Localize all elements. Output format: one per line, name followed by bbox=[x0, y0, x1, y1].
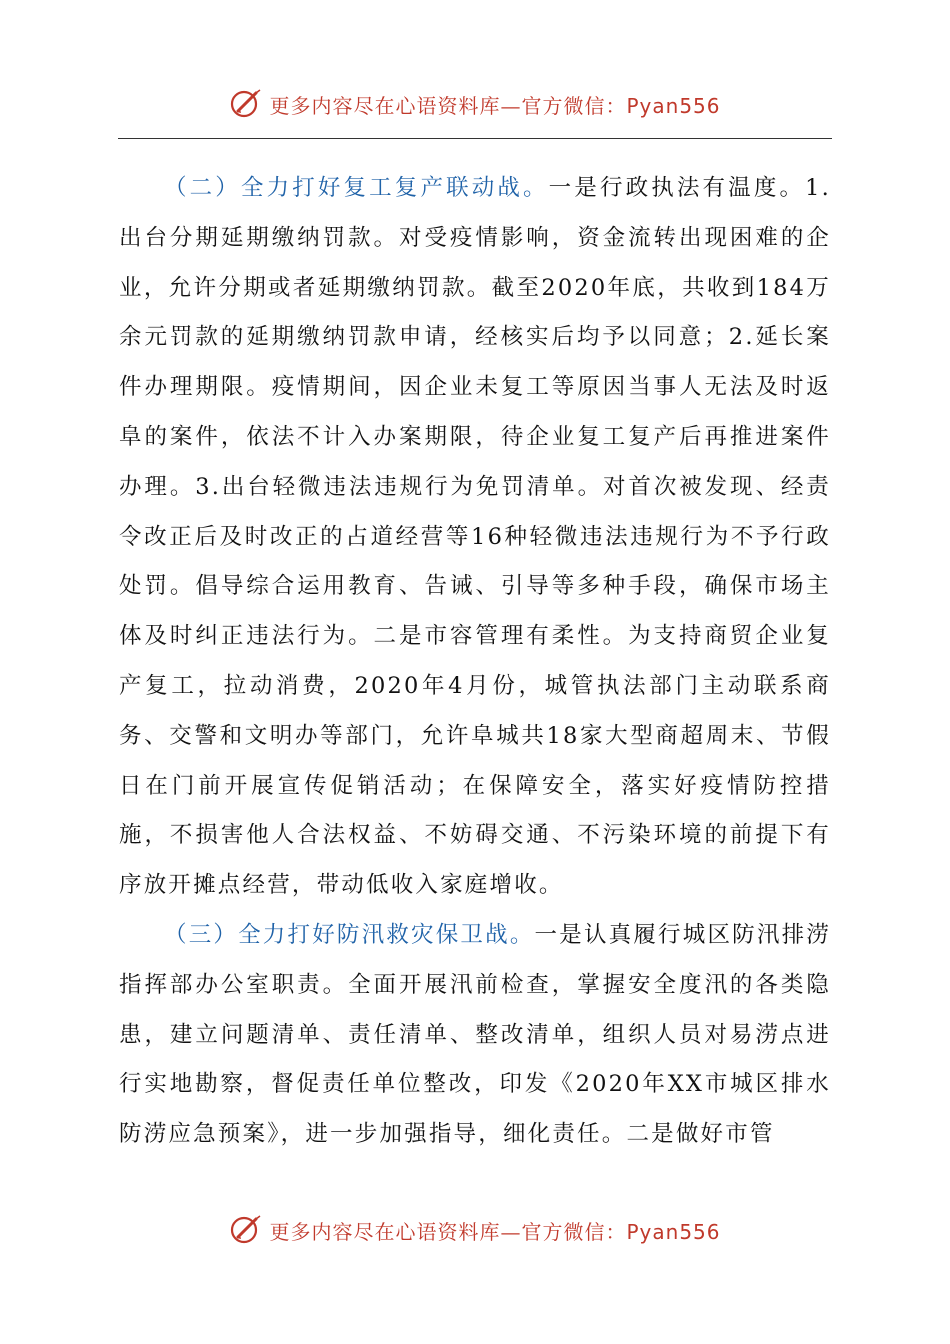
paragraph-text: 一是行政执法有温度。1.出台分期延期缴纳罚款。对受疫情影响，资金流转出现困难的企业，允许分期或者延期缴纳罚款。截至2020年底，共收到184万余元罚款的延期缴纳罚款申请，经核实后均予以同意；2.延长案件办理期限。疫情期间，因企业未复工等原因当事人无法及时返阜的案件，依法不计入办案期限，待企业复工复产后再推进案件办理。3.出台轻微违法违规行为免罚清单。对首次被发现、经责令改正后及时改正的占道经营等16种轻微违法违规行为不予行政处罚。倡导综合运用教育、告诫、引导等多种手段，确保市场主体及时纠正违法行为。二是市容管理有柔性。为支持商贸企业复产复工，拉动消费，2020年4月份，城管执法部门主动联系商务、交警和文明办等部门，允许阜城共18家大型商超周末、节假日在门前开展宣传促销活动；在保障安全，落实好疫情防控措施，不损害他人合法权益、不妨碍交通、不污染环境的前提下有序放开摊点经营，带动低收入家庭增收。 bbox=[119, 175, 831, 899]
pen-logo-icon bbox=[229, 1213, 263, 1247]
header-divider bbox=[118, 138, 832, 139]
paragraph bbox=[119, 164, 831, 911]
banner-text: 更多内容尽在心语资料库—官方微信： bbox=[269, 1219, 627, 1244]
banner-text: 更多内容尽在心语资料库—官方微信： bbox=[269, 93, 627, 118]
header-banner bbox=[0, 84, 950, 124]
paragraph-text: 一是认真履行城区防汛排涝指挥部办公室职责。全面开展汛前检查，掌握安全度汛的各类隐患，建立问题清单、责任清单、整改清单，组织人员对易涝点进行实地勘察，督促责任单位整改，印发《2020年XX市城区排水防涝应急预案》，进一步加强指导，细化责任。二是做好市管 bbox=[119, 921, 831, 1148]
pen-logo-icon bbox=[229, 87, 263, 121]
paragraph bbox=[119, 911, 831, 1160]
banner-wechat-id: Pyan556 bbox=[626, 93, 721, 118]
document-body bbox=[119, 164, 831, 1160]
section-heading: （二）全力打好复工复产联动战。 bbox=[164, 175, 549, 201]
footer-banner bbox=[0, 1210, 950, 1250]
section-heading: （三）全力打好防汛救灾保卫战。 bbox=[164, 921, 535, 948]
banner-wechat-id: Pyan556 bbox=[626, 1219, 721, 1244]
